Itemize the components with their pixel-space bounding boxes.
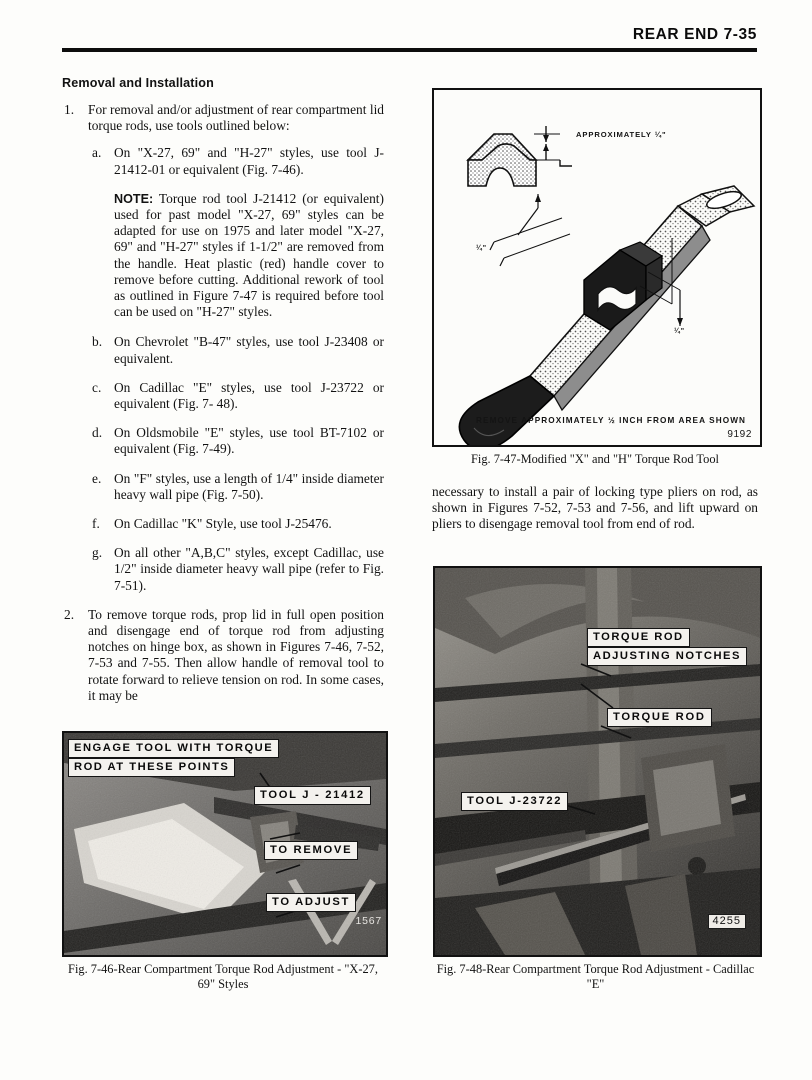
list-marker: b.: [92, 334, 103, 350]
callout-tool-j23722: TOOL J-23722: [461, 792, 568, 811]
callout-tool-j21412: TOOL J - 21412: [254, 786, 371, 805]
list-item-text: On Chevrolet "B-47" styles, use tool J-23408 or equivalent.: [114, 334, 384, 366]
note-block: [88, 191, 384, 321]
note-text: [114, 191, 384, 321]
list-marker: 1.: [64, 102, 75, 117]
header-rule: [62, 48, 757, 52]
cadillac-torque-rod-photo: [435, 568, 760, 955]
list-item-text: On "F" styles, use a length of 1/4" inside diameter heavy wall pipe (Fig. 7-50).: [114, 470, 384, 502]
list-item-text: To remove torque rods, prop lid in full open position and disengage end of torque rod from adjusting notches on hinge box, as shown in Figures 7-46, 7-52, 7-53 and 7-55. Then allow handle of removal tool to rotate forward to relieve tension on rod. In some cases, it may be: [88, 606, 384, 703]
plate-number: 9192: [727, 429, 752, 440]
list-marker: c.: [92, 379, 102, 395]
figure-internal-note: REMOVE APPROXIMATELY ½ INCH FROM AREA SHOWN: [476, 416, 747, 425]
callout-torque-rod-lower: TORQUE ROD: [607, 708, 712, 727]
list-marker: e.: [92, 470, 102, 486]
list-item-g: [88, 545, 384, 594]
list-item-2: [62, 607, 384, 704]
section-title: Removal and Installation: [62, 76, 214, 90]
callout-torque-rod-upper: TORQUE ROD: [587, 628, 690, 647]
torque-rod-tool-illustration: [434, 90, 760, 445]
list-item-text: On Oldsmobile "E" styles, use tool BT-7102 or equivalent (Fig. 7-49).: [114, 425, 384, 457]
page-header: [62, 26, 757, 44]
dimension-label-left: ¼": [476, 245, 487, 252]
list-item-1: [62, 102, 384, 594]
callout-adjusting-notches: ADJUSTING NOTCHES: [587, 647, 747, 666]
list-marker: f.: [92, 516, 100, 532]
plate-number: 1567: [355, 915, 382, 927]
dimension-label-approximately: APPROXIMATELY ¼": [576, 130, 667, 139]
list-item-d: [88, 425, 384, 457]
callout-rod-points: ROD AT THESE POINTS: [68, 758, 235, 777]
list-item-c: [88, 380, 384, 412]
list-item-f: [88, 516, 384, 532]
figure-7-46: [62, 731, 388, 957]
list-marker: d.: [92, 425, 103, 441]
list-marker: a.: [92, 145, 102, 161]
list-item-e: [88, 471, 384, 503]
list-item-text: On Cadillac "K" Style, use tool J-25476.: [114, 516, 332, 532]
plate-number: 4255: [708, 914, 746, 929]
list-marker: g.: [92, 545, 103, 561]
list-item-b: [88, 334, 384, 366]
note-label: NOTE:: [114, 191, 154, 206]
left-text-column: [62, 76, 384, 715]
figure-7-47: [432, 88, 762, 447]
continuation-paragraph: necessary to install a pair of locking type pliers on rod, as shown in Figures 7-52, 7-53 and 7-56, and lift upward on pliers to disengage removal tool from end of rod.: [432, 484, 758, 532]
callout-to-remove: TO REMOVE: [264, 841, 358, 860]
figure-7-46-caption: Fig. 7-46-Rear Compartment Torque Rod Adjustment - "X-27, 69" Styles: [68, 962, 378, 991]
figure-7-48-caption: Fig. 7-48-Rear Compartment Torque Rod Adjustment - Cadillac "E": [436, 962, 755, 991]
figure-7-48: [433, 566, 762, 957]
right-text-column: [432, 484, 758, 533]
list-item-text: On "X-27, 69" and "H-27" styles, use tool J-21412-01 or equivalent (Fig. 7-46).: [114, 145, 384, 177]
list-item-a: [88, 145, 384, 177]
callout-to-adjust: TO ADJUST: [266, 893, 356, 912]
sub-list: [88, 145, 384, 593]
note-body: Torque rod tool J-21412 (or equivalent) used for past model "X-27, 69" styles can be adapted for use on 1975 and later model "X-27, 69" and "H-27" styles if 1-1/2" are removed from the handle. Heat plastic (red) handle cover to remove before cutting. Additional rework of tool as outlined in Figure 7-47 is required before tool can be used on "H-27" styles.: [114, 190, 384, 320]
list-marker: 2.: [64, 606, 75, 622]
dimension-label-right: ¼": [674, 328, 685, 335]
list-item-text: On Cadillac "E" styles, use tool J-23722 or equivalent (Fig. 7- 48).: [114, 379, 384, 412]
callout-engage-tool: ENGAGE TOOL WITH TORQUE: [68, 739, 279, 758]
list-item-text: On all other "A,B,C" styles, except Cadillac, use 1/2" inside diameter heavy wall pipe (refer to Fig. 7-51).: [114, 545, 384, 593]
figure-7-47-caption: Fig. 7-47-Modified "X" and "H" Torque Rod Tool: [471, 452, 719, 466]
list-item-text: For removal and/or adjustment of rear compartment lid torque rods, use tools outlined below:: [88, 102, 384, 134]
page-header-title: REAR END 7-35: [632, 26, 757, 43]
